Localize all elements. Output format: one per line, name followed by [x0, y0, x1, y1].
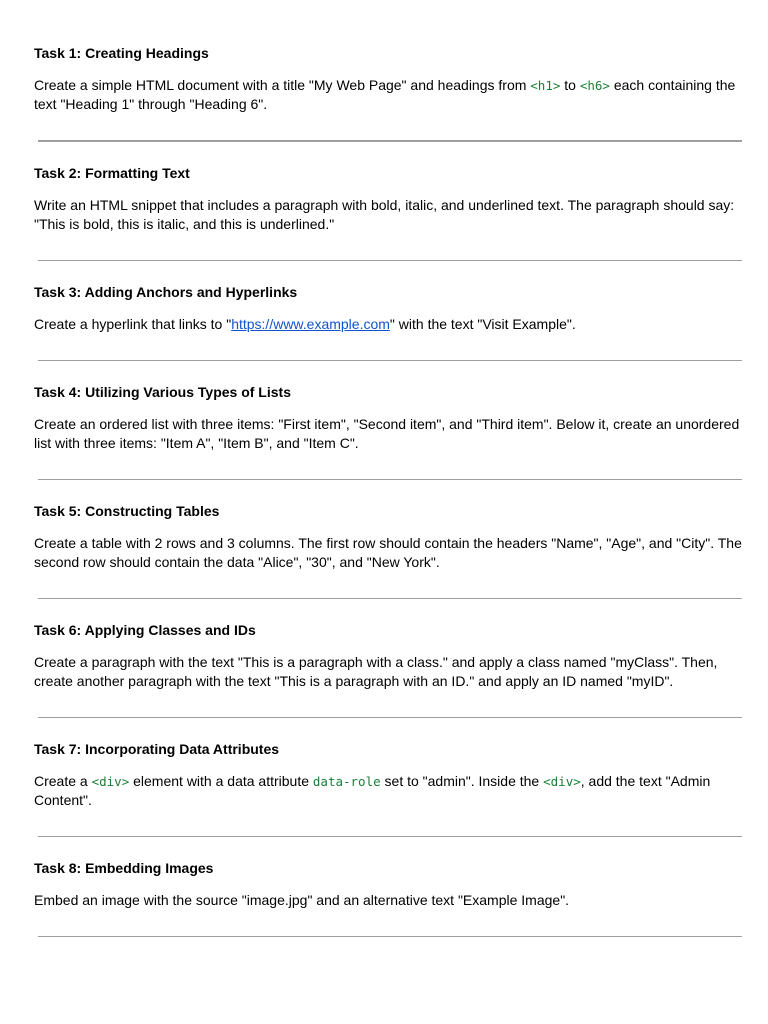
task-7-text-2: element with a data attribute — [129, 773, 313, 789]
task-5-title: Task 5: Constructing Tables — [34, 503, 220, 519]
task-1 — [34, 44, 744, 114]
task-1-text-3: each containing the text "Heading 1" through "Heading 6". — [34, 77, 736, 112]
task-7-text-4: , add the text "Admin Content". — [34, 773, 711, 808]
task-3-text-1: Create a hyperlink that links to " — [34, 316, 232, 332]
divider — [38, 936, 742, 937]
task-7-title: Task 7: Incorporating Data Attributes — [34, 741, 280, 757]
task-8-text: Embed an image with the source "image.jpg" and an alternative text "Example Image". — [34, 892, 570, 908]
task-7 — [34, 740, 744, 810]
task-3-body — [34, 315, 744, 334]
task-4-text: Create an ordered list with three items: "First item", "Second item", and "Third item". Below it, create an unordered list with three items: "Item A", "Item B", and "Item C". — [34, 416, 740, 451]
task-6-text: Create a paragraph with the text "This is a paragraph with a class." and apply a class named "myClass". Then, create another paragraph with the text "This is a paragraph with an ID." and apply an ID named "myID". — [34, 654, 718, 689]
task-6-title: Task 6: Applying Classes and IDs — [34, 622, 256, 638]
task-6 — [34, 621, 744, 691]
code-data-role: data-role — [312, 774, 381, 789]
task-6-body — [34, 653, 744, 691]
task-3 — [34, 283, 744, 334]
task-document — [34, 44, 744, 937]
task-2-title: Task 2: Formatting Text — [34, 165, 190, 181]
task-8-body — [34, 891, 744, 910]
code-div: <div> — [91, 774, 130, 789]
task-5 — [34, 502, 744, 572]
task-2-text: Write an HTML snippet that includes a paragraph with bold, italic, and underlined text. The paragraph should say: "This is bold, this is italic, and this is underlined." — [34, 197, 735, 232]
task-7-text-3: set to "admin". Inside the — [380, 773, 544, 789]
task-5-text: Create a table with 2 rows and 3 columns. The first row should contain the headers "Name", "Age", and "City". The second row should contain the data "Alice", "30", and "New York". — [34, 535, 742, 570]
code-div: <div> — [543, 774, 581, 789]
task-7-text-1: Create a — [34, 773, 92, 789]
task-8 — [34, 859, 744, 910]
task-5-body — [34, 534, 744, 572]
code-h6: <h6> — [579, 78, 610, 93]
task-2-body — [34, 196, 744, 234]
task-2 — [34, 164, 744, 234]
task-7-body — [34, 772, 744, 810]
task-1-text-2: to — [560, 77, 580, 93]
task-4 — [34, 383, 744, 453]
task-8-title: Task 8: Embedding Images — [34, 860, 214, 876]
task-4-title: Task 4: Utilizing Various Types of Lists — [34, 384, 291, 400]
task-1-body — [34, 76, 744, 114]
task-1-title: Task 1: Creating Headings — [34, 45, 209, 61]
task-1-text-1: Create a simple HTML document with a title "My Web Page" and headings from — [34, 77, 531, 93]
task-3-text-2: " with the text "Visit Example". — [389, 316, 576, 332]
task-3-title: Task 3: Adding Anchors and Hyperlinks — [34, 284, 298, 300]
example-link[interactable]: https://www.example.com — [231, 316, 390, 332]
task-4-body — [34, 415, 744, 453]
code-h1: <h1> — [530, 78, 561, 93]
